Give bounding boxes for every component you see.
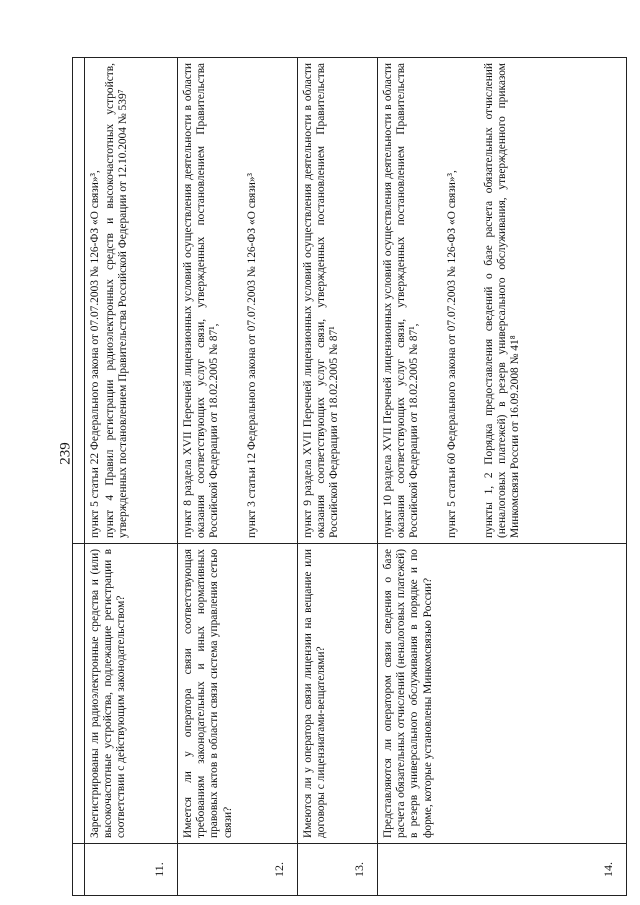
row-references <box>85 58 178 544</box>
row-number: 12. <box>178 844 298 896</box>
row-references <box>298 58 378 544</box>
reference-text: пункт 4 Правил регистрации радиоэлектронных средств и высокочастотных устройств, утвержденных постановлением Правительства Российской Федерации от 12.10.2004 № 539⁷ <box>104 63 130 538</box>
reference-text: пункт 8 раздела XVII Перечней лицензионных условий осуществления деятельности в области оказания соответствующих услуг связи, утвержденных постановлением Правительства Российской Федерации от 18.02.2005 № 87¹, <box>182 63 221 538</box>
reference-text: пункт 5 статьи 60 Федерального закона от 07.07.2003 № 126-ФЗ «О связи»³, <box>445 170 458 538</box>
table-row <box>298 58 378 896</box>
row-references <box>378 58 627 544</box>
reference-text: пункт 10 раздела XVII Перечней лицензионных условий осуществления деятельности в области оказания соответствующих услуг связи, утвержденных постановлением Правительства Российской Федерации от 18.02.2005 № 87¹, <box>382 63 421 538</box>
row-question: Имеется ли у оператора связи соответствующая требованиям законодательных и иных нормативных правовых актов в области связи система управления сетью связи? <box>178 544 298 844</box>
table-header-strip <box>73 58 85 896</box>
reference-text: пункт 3 статьи 12 Федерального закона от 07.07.2003 № 126-ФЗ «О связи»³ <box>245 173 258 538</box>
row-number: 13. <box>298 844 378 896</box>
rotated-table-container <box>72 58 626 896</box>
page-number: 239 <box>57 442 74 465</box>
header-cell-num <box>73 844 85 896</box>
row-question: Зарегистрированы ли радиоэлектронные средства и (или) высокочастотные устройства, подлежащие регистрации в соответствии с действующим законодательством? <box>85 544 178 844</box>
header-cell-refs <box>73 58 85 544</box>
row-question: Имеются ли у оператора связи лицензии на вещание или договоры с лицензиатами-вещателями? <box>298 544 378 844</box>
requirements-table <box>72 57 627 896</box>
row-references <box>178 58 298 544</box>
reference-text: пункт 9 раздела XVII Перечней лицензионных условий осуществления деятельности в области оказания соответствующих услуг связи, утвержденных постановлением Правительства Российской Федерации от 18.02.2005 № 87¹ <box>302 63 341 538</box>
table-row <box>85 58 178 896</box>
row-number: 14. <box>378 844 627 896</box>
table-row <box>378 58 627 896</box>
row-number: 11. <box>85 844 178 896</box>
table-wrapper <box>72 58 626 896</box>
reference-text: пункты 1, 2 Порядка предоставления сведений о базе расчета обязательных отчислений (неналоговых платежей) в резерв универсального обслуживания, утвержденного приказом Минкомсвязи России от 16.09.2008 № 41⁸ <box>482 63 522 538</box>
row-question: Представляются ли оператором связи сведения о базе расчета обязательных отчислений (неналоговых платежей) в резерв универсального обслуживания в порядке и по форме, которые установлены Минкомсвязью России? <box>378 544 627 844</box>
table-row <box>178 58 298 896</box>
header-cell-question <box>73 544 85 844</box>
reference-text: пункт 5 статьи 22 Федерального закона от 07.07.2003 № 126-ФЗ «О связи»³, <box>89 170 101 538</box>
